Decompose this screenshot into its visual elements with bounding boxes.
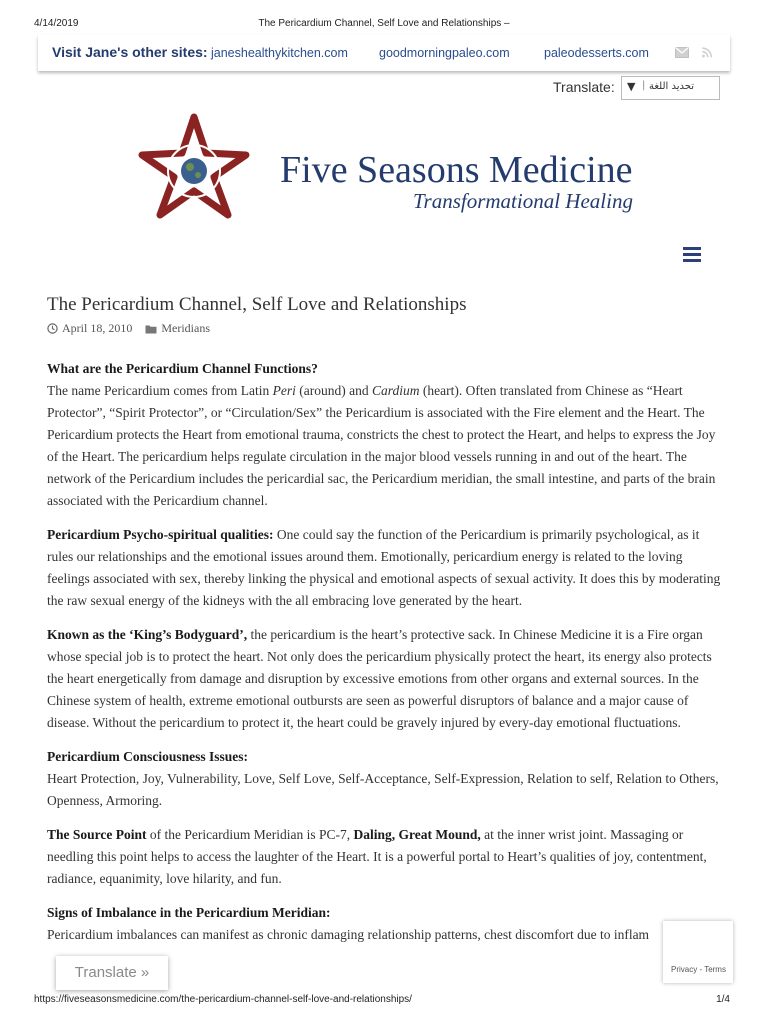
translate-button[interactable]: Translate » [56, 956, 168, 990]
text: the pericardium is the heart’s protective sack. In Chinese Medicine it is a Fire organ whose special job is to protect the heart. Not only does the pericardium physically protect the heart, its energy also protects the heart energetically from damage and disruption by excessive emotions from other organs and external sources. In the Chinese system of health, extreme emotional outbursts are seen as powerful disruptors of balance and a major cause of disease. Without the pericardium to protect it, the heart could be gravely injured by every-day emotional fluctuations. [47, 627, 712, 730]
link-janeshealthykitchen[interactable]: janeshealthykitchen.com [211, 46, 348, 60]
recaptcha-badge[interactable] [663, 921, 733, 983]
post-content [47, 358, 727, 946]
rss-icon[interactable] [700, 47, 714, 58]
lead-psycho-spiritual: Pericardium Psycho-spiritual qualities: [47, 527, 274, 542]
print-date: 4/14/2019 [34, 18, 79, 29]
post-title: The Pericardium Channel, Self Love and Relationships [47, 294, 467, 315]
language-select-value: تحديد اللغة [649, 81, 695, 92]
other-sites-label: Visit Jane's other sites: [52, 44, 208, 60]
text: (heart). Often translated from Chinese as “Heart Protector”, “Spirit Protector”, or “Circulation/Sex” the Pericardium is associated with the Fire element and the Heart. The Pericardium protects the Heart from emotional trauma, constricts the chest to protect the Heart, and helps to express the Joy of the Heart. The pericardium helps regulate circulation in the major blood vessels running in and out of the heart. The network of the Pericardium includes the pericardial sac, the Pericardium meridian, the small intestine, and parts of the brain associated with the Pericardium channel. [47, 383, 716, 508]
term-cardium: Cardium [372, 383, 420, 398]
site-tagline: Transformational Healing [413, 189, 633, 213]
paragraph-functions [47, 380, 727, 512]
paragraph-source-point [47, 824, 727, 890]
select-divider: | [642, 80, 646, 91]
print-footer [0, 992, 768, 1006]
folder-icon [145, 324, 157, 334]
clock-icon [47, 323, 58, 334]
post-date [47, 321, 132, 336]
post-meta [47, 321, 220, 336]
menu-hamburger-icon[interactable] [683, 247, 701, 261]
translate-label: Translate: [553, 79, 615, 95]
section-heading-imbalance: Signs of Imbalance in the Pericardium Meridian: [47, 905, 331, 920]
paragraph-consciousness: Heart Protection, Joy, Vulnerability, Love, Self Love, Self-Acceptance, Self-Expression, Relation to self, Relation to Others, Openness, Armoring. [47, 771, 719, 808]
five-seasons-logo-icon[interactable] [134, 113, 254, 219]
link-goodmorningpaleo[interactable]: goodmorningpaleo.com [379, 46, 510, 60]
paragraph-imbalance: Pericardium imbalances can manifest as chronic damaging relationship patterns, chest discomfort due to inflam [47, 927, 650, 942]
top-bar [38, 35, 730, 71]
dropdown-arrow-icon: ▼ [627, 80, 636, 93]
lead-source-point: The Source Point [47, 827, 147, 842]
term-peri: Peri [272, 383, 296, 398]
lead-kings-bodyguard: Known as the ‘King’s Bodyguard’, [47, 627, 248, 642]
paragraph-kings-bodyguard [47, 624, 727, 734]
text: (around) and [295, 383, 373, 398]
email-icon[interactable] [675, 47, 689, 58]
language-select[interactable] [621, 76, 720, 100]
paragraph-psycho-spiritual [47, 524, 727, 612]
post-date-text[interactable]: April 18, 2010 [62, 321, 133, 335]
section-heading-functions: What are the Pericardium Channel Functions? [47, 361, 318, 376]
point-name: Daling, Great Mound, [353, 827, 481, 842]
recaptcha-text[interactable]: Privacy - Terms [671, 965, 726, 974]
section-heading-consciousness: Pericardium Consciousness Issues: [47, 749, 249, 764]
site-title[interactable]: Five Seasons Medicine [280, 149, 633, 191]
print-title: The Pericardium Channel, Self Love and Relationships – [258, 18, 510, 29]
text: of the Pericardium Meridian is PC-7, [146, 827, 354, 842]
text: at the inner wrist joint. Massaging or needling this point helps to access the laughter of the Heart. It is a powerful portal to Heart’s qualities of joy, contentment, radiance, equanimity, love hilarity, and fun. [47, 827, 707, 886]
link-paleodesserts[interactable]: paleodesserts.com [544, 46, 649, 60]
text: One could say the function of the Pericardium is primarily psychological, as it rules our relationships and the emotional issues around them. Emotionally, pericardium energy is related to the loving feelings associated with sex, thereby linking the physical and emotional aspects of sexual activity. It does this by moderating the raw sexual energy of the kidneys with the all embracing love generated by the heart. [47, 527, 721, 608]
page-number: 1/4 [716, 994, 730, 1005]
post-category [145, 321, 210, 336]
text: The name Pericardium comes from Latin [47, 383, 273, 398]
print-header [0, 14, 768, 28]
print-url: https://fiveseasonsmedicine.com/the-pericardium-channel-self-love-and-relationships/ [34, 994, 412, 1005]
category-link[interactable]: Meridians [161, 321, 210, 335]
recaptcha-logo-icon [663, 921, 733, 961]
